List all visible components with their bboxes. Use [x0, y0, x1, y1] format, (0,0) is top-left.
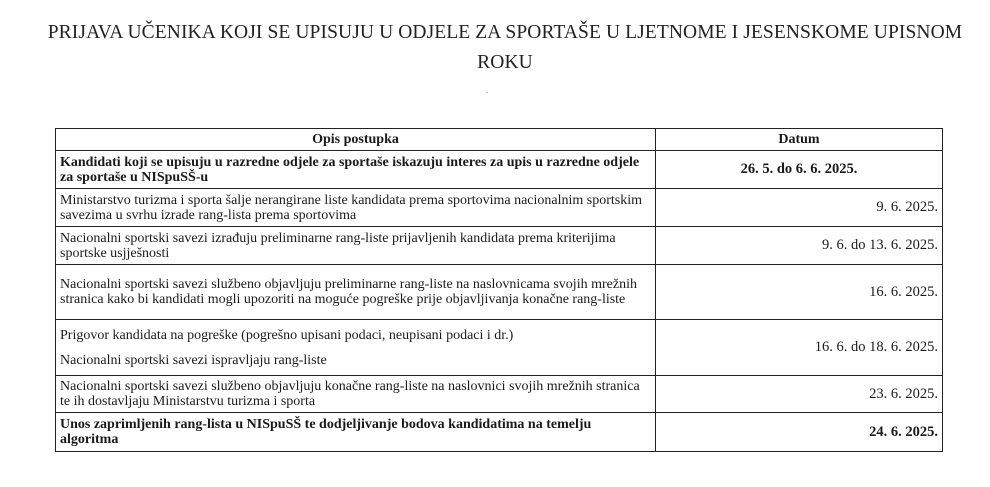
table-row — [56, 151, 943, 189]
header-date: Datum — [656, 129, 943, 151]
table-row — [56, 265, 943, 320]
table-row — [56, 189, 943, 227]
decorative-dot — [486, 92, 488, 93]
row-description-secondary: Nacionalni sportski savezi ispravljaju rang-liste — [60, 352, 327, 368]
table-row — [56, 376, 943, 413]
table-header-row — [56, 129, 943, 151]
row-description-group — [56, 320, 656, 376]
title-line-2: ROKU — [477, 52, 533, 73]
row-date: 23. 6. 2025. — [656, 376, 943, 413]
page-title — [0, 18, 990, 78]
row-date: 16. 6. 2025. — [656, 265, 943, 320]
table-row — [56, 413, 943, 452]
row-description: Nacionalni sportski savezi službeno objavljuju preliminarne rang-liste na naslovnicama svojih mrežnih stranica kako bi kandidati mogli upozoriti na moguće pogreške prije objavljivanja konačne rang-liste — [56, 265, 656, 320]
row-date: 16. 6. do 18. 6. 2025. — [656, 320, 943, 376]
row-description: Nacionalni sportski savezi izrađuju preliminarne rang-liste prijavljenih kandidata prema kriterijima sportske usjješnosti — [56, 227, 656, 265]
schedule-table — [55, 128, 943, 452]
row-description: Unos zaprimljenih rang-lista u NISpuSŠ te dodjeljivanje bodova kandidatima na temelju algoritma — [56, 413, 656, 452]
header-description: Opis postupka — [56, 129, 656, 151]
row-description: Prigovor kandidata na pogreške (pogrešno upisani podaci, neupisani podaci i dr.) — [60, 327, 514, 343]
row-description: Nacionalni sportski savezi službeno objavljuju konačne rang-liste na naslovnici svojih mrežnih stranica te ih dostavljaju Ministarstvu turizma i sporta — [56, 376, 656, 413]
row-description: Ministarstvo turizma i sporta šalje nerangirane liste kandidata prema sportovima nacionalnim sportskim savezima u svrhu izrade rang-lista prema sportovima — [56, 189, 656, 227]
row-date: 9. 6. 2025. — [656, 189, 943, 227]
row-date: 9. 6. do 13. 6. 2025. — [656, 227, 943, 265]
row-description: Kandidati koji se upisuju u razredne odjele za sportaše iskazuju interes za upis u razredne odjele za sportaše u NISpuSŠ-u — [56, 151, 656, 189]
table-row — [56, 320, 943, 376]
row-date: 26. 5. do 6. 6. 2025. — [656, 151, 943, 189]
table-row — [56, 227, 943, 265]
row-date: 24. 6. 2025. — [656, 413, 943, 452]
title-line-1: PRIJAVA UČENIKA KOJI SE UPISUJU U ODJELE ZA SPORTAŠE U LJETNOME I JESENSKOME UPISNOM — [47, 22, 963, 43]
